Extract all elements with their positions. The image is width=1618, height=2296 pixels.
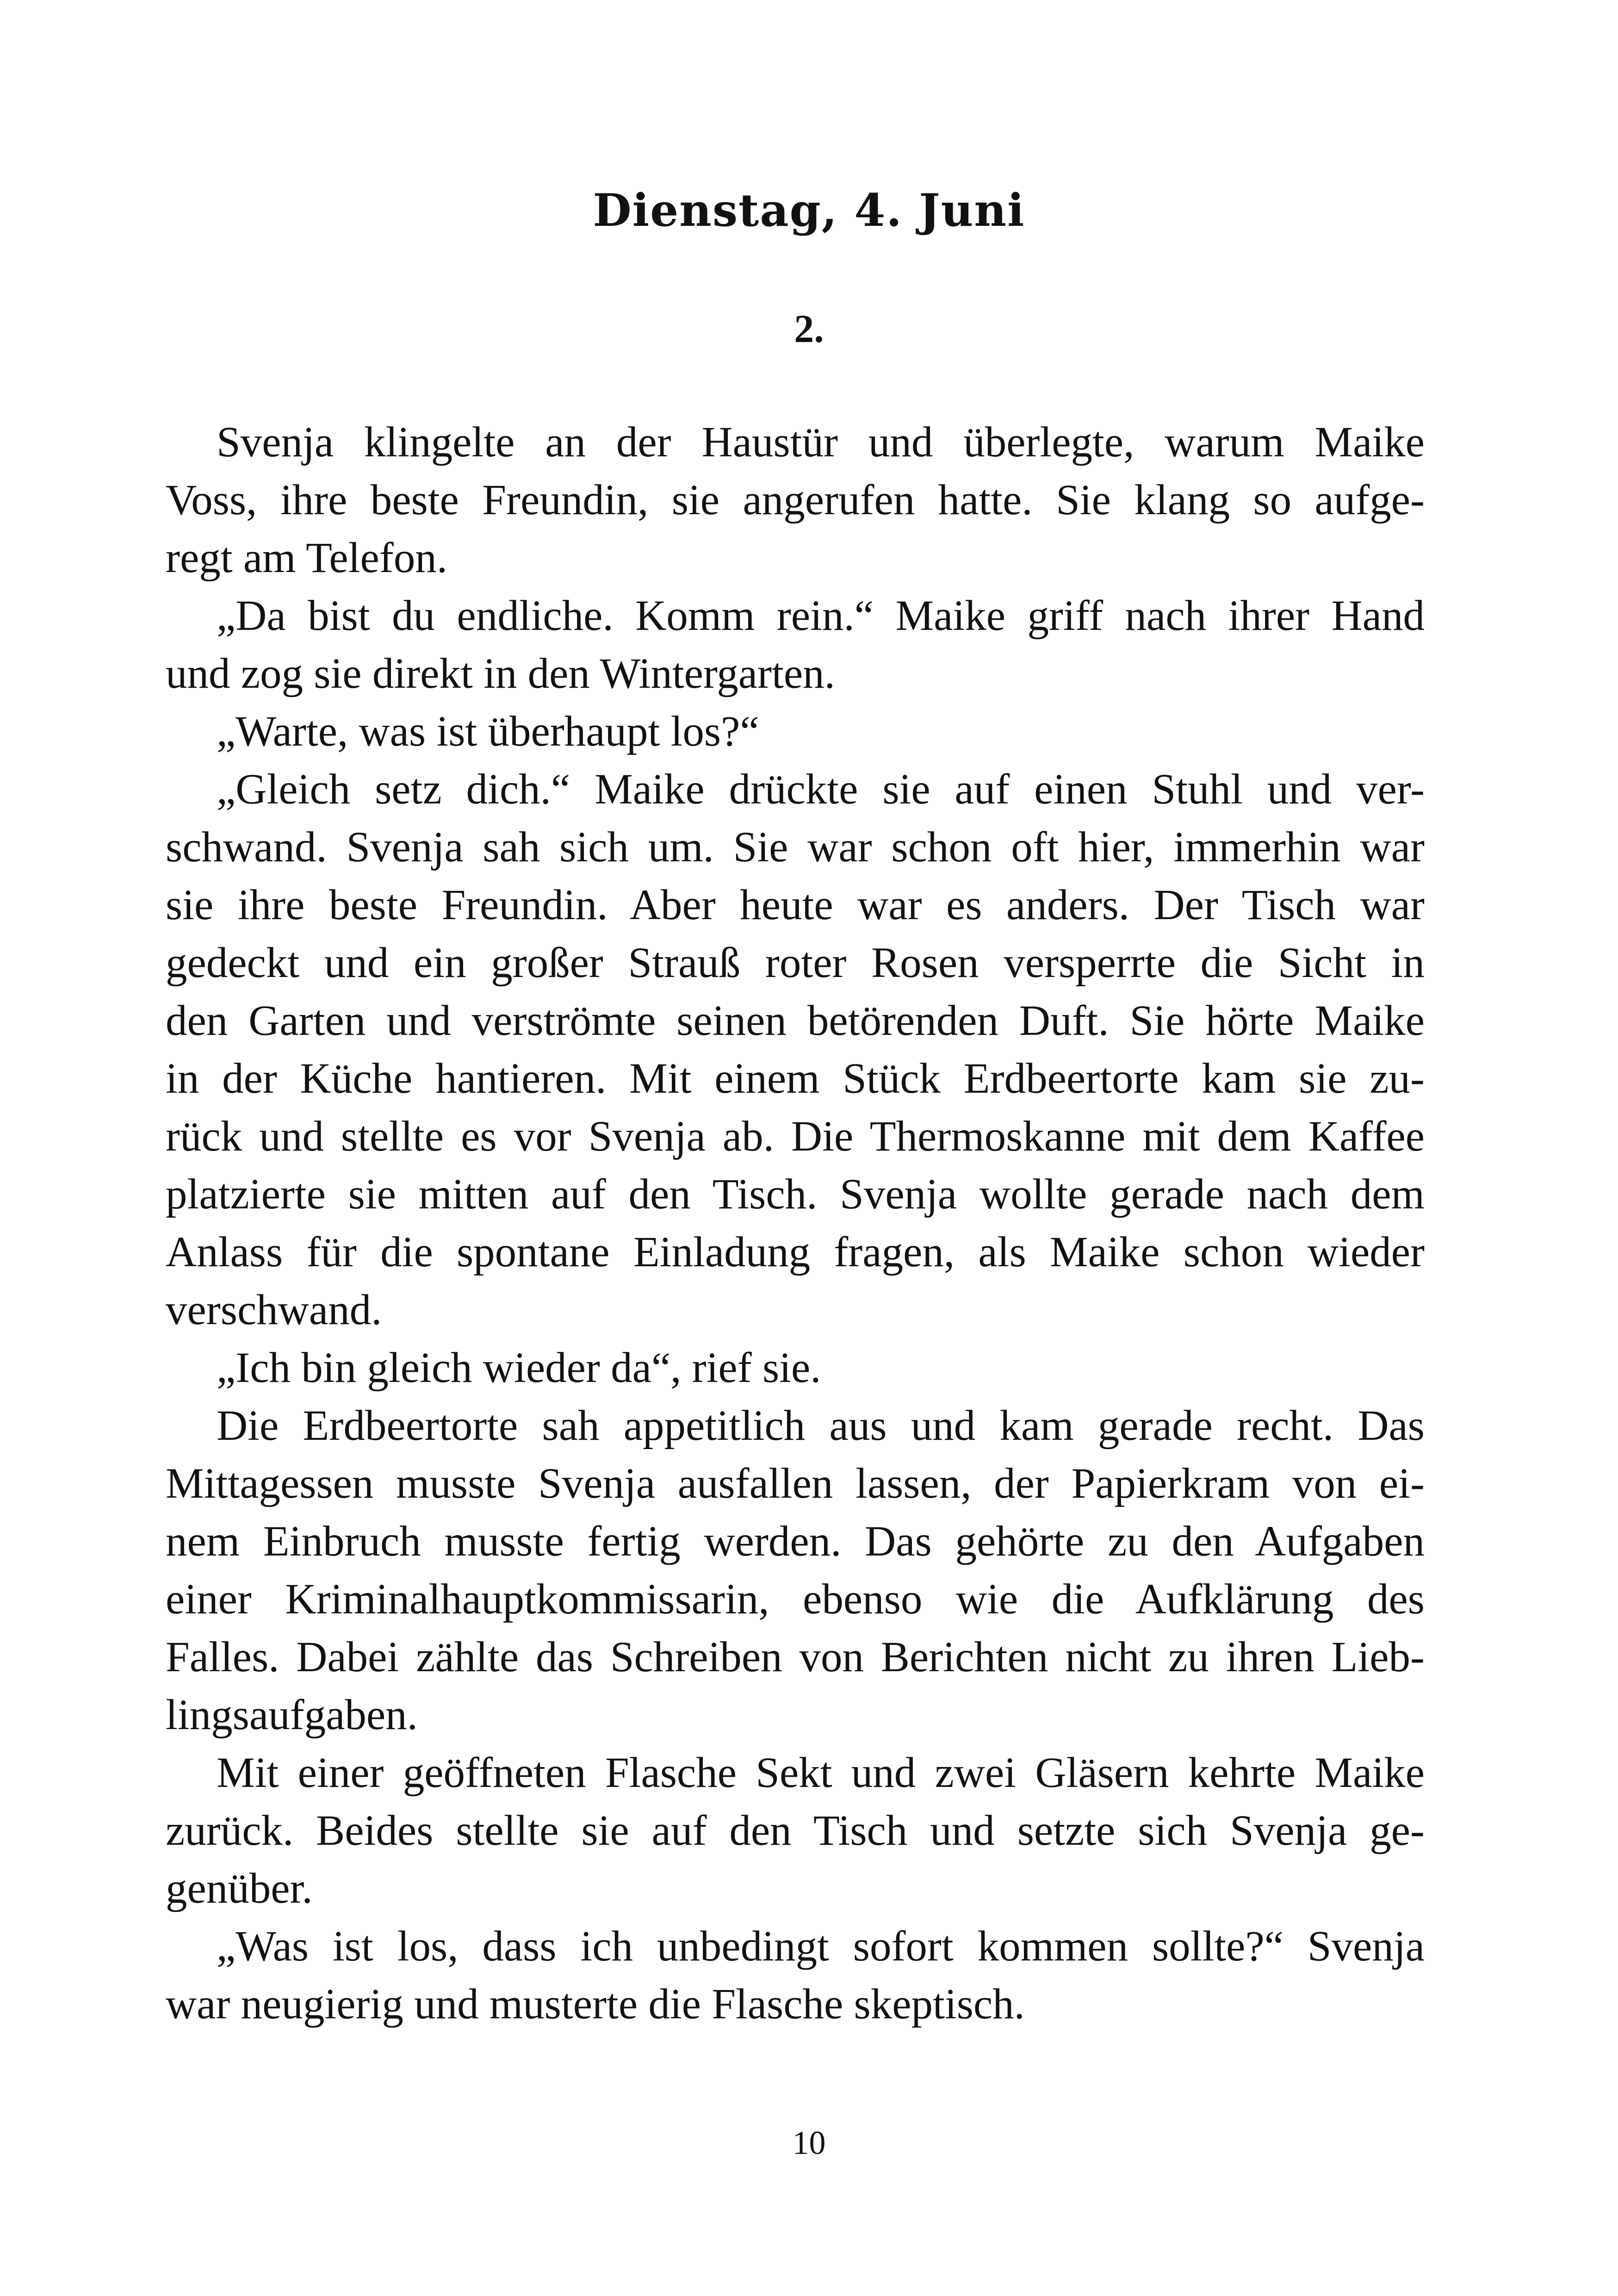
paragraph (166, 760, 1425, 1339)
text-line: verschwand. (166, 1286, 382, 1334)
text-line: „Ich bin gleich wieder da“, rief sie. (217, 1344, 821, 1392)
text-line: genüber. (166, 1865, 313, 1912)
text-line: regt am Telefon. (166, 534, 447, 582)
paragraph (166, 587, 1425, 703)
text-line: Anlass für die spontane Einladung fragen, als Maike schon wieder (166, 1228, 1425, 1276)
text-line: einer Kriminalhauptkommissarin, ebenso wie die Aufklärung des (166, 1575, 1425, 1623)
text-line: Die Erdbeertorte sah appetitlich aus und kam gerade recht. Das (217, 1402, 1425, 1450)
text-line: sie ihre beste Freundin. Aber heute war es anders. Der Tisch war (166, 881, 1425, 929)
paragraph (166, 1917, 1425, 2033)
paragraph (166, 1744, 1425, 1917)
text-line: „Gleich setz dich.“ Maike drückte sie auf einen Stuhl und ver- (217, 765, 1425, 813)
paragraph (166, 413, 1425, 587)
text-line: rück und stellte es vor Svenja ab. Die Thermoskanne mit dem Kaffee (166, 1113, 1425, 1160)
text-line: platzierte sie mitten auf den Tisch. Svenja wollte gerade nach dem (166, 1170, 1425, 1218)
text-line: „Warte, was ist überhaupt los?“ (217, 708, 759, 755)
text-line: Voss, ihre beste Freundin, sie angerufen hatte. Sie klang so aufge- (166, 476, 1425, 524)
paragraph (166, 1339, 1425, 1397)
text-line: zurück. Beides stellte sie auf den Tisch und setzte sich Svenja ge- (166, 1807, 1425, 1854)
text-line: Falles. Dabei zählte das Schreiben von Berichten nicht zu ihren Lieb- (166, 1633, 1425, 1681)
text-line: „Da bist du endliche. Komm rein.“ Maike griff nach ihrer Hand (217, 592, 1425, 640)
body-text (166, 413, 1425, 2033)
text-line: und zog sie direkt in den Wintergarten. (166, 650, 835, 697)
text-line: Svenja klingelte an der Haustür und überlegte, warum Maike (217, 418, 1425, 466)
page-number: 10 (792, 2124, 826, 2161)
text-line: schwand. Svenja sah sich um. Sie war schon oft hier, immerhin war (166, 823, 1425, 871)
text-line: „Was ist los, dass ich unbedingt sofort kommen sollte?“ Svenja (217, 1923, 1425, 1970)
paragraph (166, 1397, 1425, 1744)
text-line: nem Einbruch musste fertig werden. Das gehörte zu den Aufgaben (166, 1518, 1425, 1565)
text-line: den Garten und verströmte seinen betörenden Duft. Sie hörte Maike (166, 997, 1425, 1045)
text-line: lingsaufgaben. (166, 1691, 418, 1739)
text-line: war neugierig und musterte die Flasche skeptisch. (166, 1980, 1025, 2028)
text-line: Mittagessen musste Svenja ausfallen lassen, der Papierkram von ei- (166, 1460, 1425, 1507)
text-line: in der Küche hantieren. Mit einem Stück Erdbeertorte kam sie zu- (166, 1055, 1425, 1102)
section-heading: Dienstag, 4. Juni (593, 184, 1025, 236)
paragraph (166, 703, 1425, 760)
text-line: gedeckt und ein großer Strauß roter Rosen versperrte die Sicht in (166, 939, 1425, 987)
text-line: Mit einer geöffneten Flasche Sekt und zwei Gläsern kehrte Maike (217, 1749, 1425, 1797)
chapter-number: 2. (794, 306, 824, 351)
